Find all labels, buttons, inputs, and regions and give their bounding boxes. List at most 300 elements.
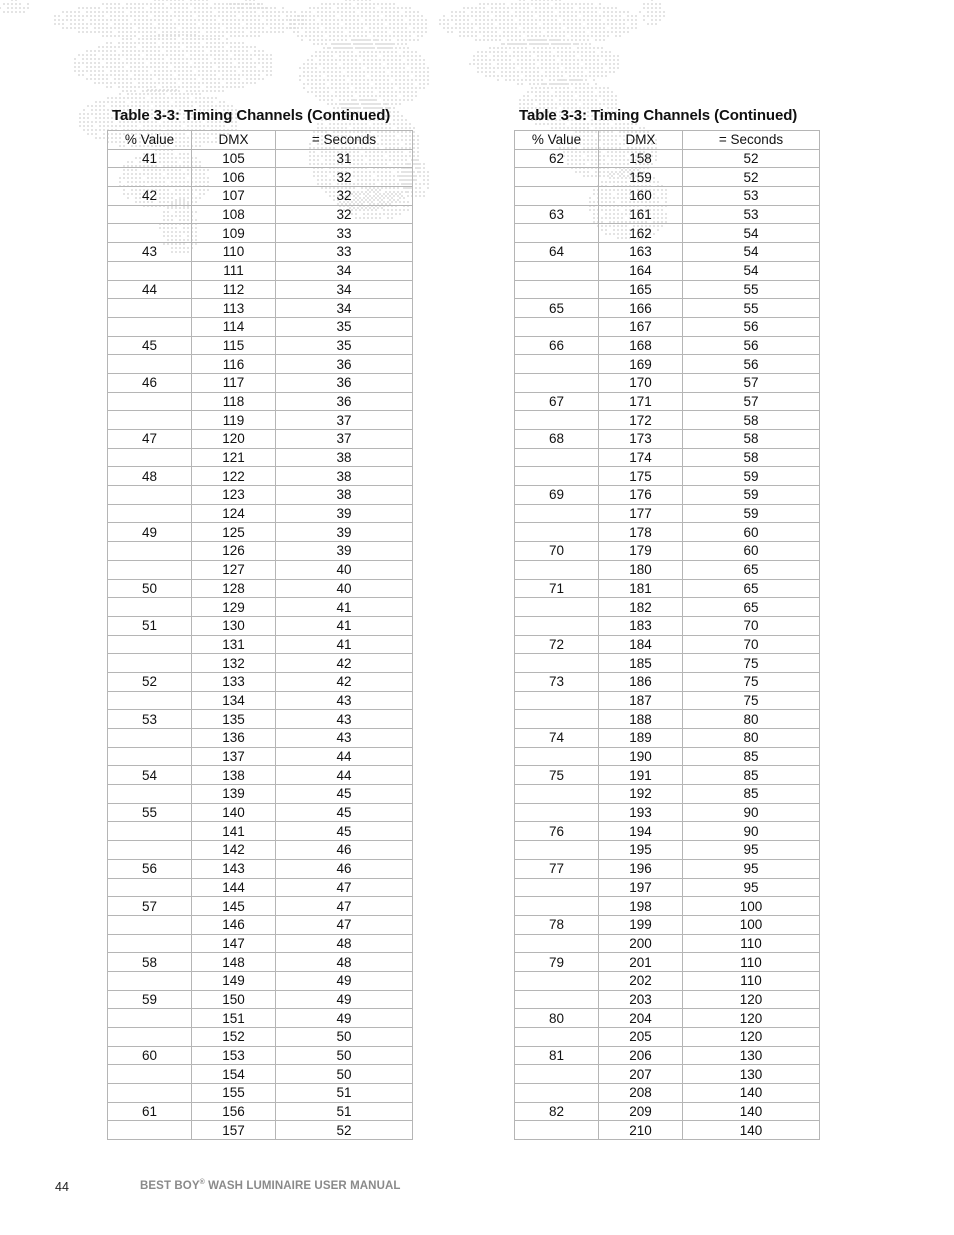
table-row [515, 523, 820, 542]
cell-seconds: 43 [276, 729, 413, 748]
cell-percent-value [108, 822, 192, 841]
cell-percent-value [108, 1009, 192, 1028]
cell-dmx: 120 [192, 430, 276, 449]
table-row [515, 486, 820, 505]
cell-dmx: 107 [192, 187, 276, 206]
table-title: Table 3-3: Timing Channels (Continued) [519, 107, 798, 124]
table-row [108, 504, 413, 523]
table-row [108, 168, 413, 187]
cell-seconds: 43 [276, 710, 413, 729]
cell-seconds: 75 [683, 672, 820, 691]
cell-dmx: 116 [192, 355, 276, 374]
table-row [515, 859, 820, 878]
cell-percent-value: 78 [515, 915, 599, 934]
cell-seconds: 31 [276, 149, 413, 168]
cell-dmx: 210 [599, 1121, 683, 1140]
cell-percent-value: 54 [108, 766, 192, 785]
cell-seconds: 56 [683, 317, 820, 336]
table-row [108, 1009, 413, 1028]
cell-percent-value [108, 1084, 192, 1103]
table-row [108, 336, 413, 355]
cell-seconds: 33 [276, 243, 413, 262]
cell-dmx: 168 [599, 336, 683, 355]
cell-percent-value [108, 747, 192, 766]
table-row [515, 224, 820, 243]
cell-seconds: 54 [683, 261, 820, 280]
cell-dmx: 136 [192, 729, 276, 748]
cell-percent-value: 60 [108, 1046, 192, 1065]
cell-seconds: 85 [683, 785, 820, 804]
cell-percent-value [515, 1065, 599, 1084]
cell-percent-value: 45 [108, 336, 192, 355]
table-row [108, 542, 413, 561]
table-row [108, 803, 413, 822]
cell-percent-value [515, 803, 599, 822]
cell-seconds: 140 [683, 1121, 820, 1140]
cell-dmx: 123 [192, 486, 276, 505]
table-row [108, 355, 413, 374]
cell-dmx: 160 [599, 187, 683, 206]
table-row [108, 1102, 413, 1121]
table-row [515, 635, 820, 654]
cell-dmx: 131 [192, 635, 276, 654]
cell-seconds: 41 [276, 635, 413, 654]
table-row [108, 373, 413, 392]
cell-percent-value [515, 1084, 599, 1103]
cell-percent-value [515, 187, 599, 206]
cell-percent-value: 56 [108, 859, 192, 878]
cell-percent-value [108, 635, 192, 654]
table-row [515, 766, 820, 785]
cell-percent-value [515, 523, 599, 542]
cell-percent-value [108, 486, 192, 505]
cell-seconds: 49 [276, 971, 413, 990]
cell-seconds: 49 [276, 990, 413, 1009]
table-row [515, 598, 820, 617]
cell-percent-value [515, 654, 599, 673]
table-row [108, 224, 413, 243]
cell-seconds: 40 [276, 560, 413, 579]
cell-dmx: 134 [192, 691, 276, 710]
cell-percent-value [108, 560, 192, 579]
table-row [108, 953, 413, 972]
cell-percent-value [108, 654, 192, 673]
cell-seconds: 85 [683, 766, 820, 785]
cell-dmx: 125 [192, 523, 276, 542]
cell-percent-value [108, 1028, 192, 1047]
cell-seconds: 45 [276, 785, 413, 804]
cell-dmx: 147 [192, 934, 276, 953]
cell-percent-value: 70 [515, 542, 599, 561]
cell-dmx: 202 [599, 971, 683, 990]
table-header-row [515, 131, 820, 150]
cell-seconds: 38 [276, 467, 413, 486]
cell-dmx: 114 [192, 317, 276, 336]
cell-dmx: 205 [599, 1028, 683, 1047]
cell-dmx: 137 [192, 747, 276, 766]
cell-percent-value [515, 878, 599, 897]
cell-percent-value: 82 [515, 1102, 599, 1121]
cell-seconds: 56 [683, 336, 820, 355]
cell-percent-value [515, 598, 599, 617]
cell-seconds: 35 [276, 336, 413, 355]
table-row [108, 149, 413, 168]
cell-dmx: 183 [599, 616, 683, 635]
cell-dmx: 201 [599, 953, 683, 972]
cell-percent-value: 67 [515, 392, 599, 411]
cell-percent-value [515, 504, 599, 523]
registered-mark: ® [199, 1179, 205, 1186]
header-percent-value: % Value [515, 131, 599, 150]
cell-seconds: 110 [683, 953, 820, 972]
cell-dmx: 139 [192, 785, 276, 804]
cell-dmx: 162 [599, 224, 683, 243]
cell-seconds: 100 [683, 915, 820, 934]
table-row [108, 691, 413, 710]
cell-seconds: 37 [276, 430, 413, 449]
cell-percent-value: 52 [108, 672, 192, 691]
cell-dmx: 194 [599, 822, 683, 841]
cell-dmx: 198 [599, 897, 683, 916]
cell-seconds: 46 [276, 841, 413, 860]
cell-dmx: 166 [599, 299, 683, 318]
cell-seconds: 95 [683, 878, 820, 897]
table-row [108, 261, 413, 280]
cell-percent-value: 75 [515, 766, 599, 785]
cell-seconds: 130 [683, 1065, 820, 1084]
cell-seconds: 48 [276, 934, 413, 953]
table-row [108, 579, 413, 598]
table-row [108, 971, 413, 990]
table-row [515, 373, 820, 392]
table-row [515, 822, 820, 841]
table-row [515, 579, 820, 598]
cell-seconds: 60 [683, 523, 820, 542]
table-row [515, 971, 820, 990]
cell-dmx: 109 [192, 224, 276, 243]
cell-percent-value: 50 [108, 579, 192, 598]
cell-seconds: 75 [683, 654, 820, 673]
cell-seconds: 51 [276, 1102, 413, 1121]
cell-percent-value: 48 [108, 467, 192, 486]
cell-seconds: 55 [683, 299, 820, 318]
cell-dmx: 155 [192, 1084, 276, 1103]
cell-percent-value: 46 [108, 373, 192, 392]
cell-seconds: 120 [683, 990, 820, 1009]
cell-seconds: 57 [683, 392, 820, 411]
timing-table-left-block [107, 106, 413, 1140]
table-row [108, 205, 413, 224]
table-row [515, 897, 820, 916]
table-row [515, 1009, 820, 1028]
table-row [515, 878, 820, 897]
cell-percent-value [515, 990, 599, 1009]
cell-dmx: 190 [599, 747, 683, 766]
header-seconds: = Seconds [276, 131, 413, 150]
cell-seconds: 85 [683, 747, 820, 766]
table-row [515, 392, 820, 411]
cell-dmx: 118 [192, 392, 276, 411]
cell-dmx: 124 [192, 504, 276, 523]
cell-dmx: 197 [599, 878, 683, 897]
table-row [515, 187, 820, 206]
cell-dmx: 144 [192, 878, 276, 897]
cell-seconds: 44 [276, 766, 413, 785]
table-row [108, 822, 413, 841]
cell-dmx: 119 [192, 411, 276, 430]
cell-dmx: 193 [599, 803, 683, 822]
cell-dmx: 141 [192, 822, 276, 841]
table-row [515, 990, 820, 1009]
cell-seconds: 47 [276, 897, 413, 916]
cell-seconds: 120 [683, 1028, 820, 1047]
table-row [108, 878, 413, 897]
cell-percent-value: 49 [108, 523, 192, 542]
cell-seconds: 38 [276, 486, 413, 505]
manual-title-rest: WASH LUMINAIRE USER MANUAL [204, 1179, 401, 1192]
cell-percent-value: 71 [515, 579, 599, 598]
cell-seconds: 46 [276, 859, 413, 878]
cell-seconds: 58 [683, 430, 820, 449]
table-row [515, 430, 820, 449]
cell-seconds: 59 [683, 467, 820, 486]
table-row [108, 411, 413, 430]
table-row [108, 785, 413, 804]
table-row [108, 616, 413, 635]
cell-seconds: 50 [276, 1065, 413, 1084]
cell-dmx: 200 [599, 934, 683, 953]
cell-percent-value: 47 [108, 430, 192, 449]
header-percent-value: % Value [108, 131, 192, 150]
cell-seconds: 58 [683, 411, 820, 430]
cell-dmx: 172 [599, 411, 683, 430]
cell-percent-value: 73 [515, 672, 599, 691]
table-row [515, 299, 820, 318]
table-row [515, 317, 820, 336]
cell-percent-value: 43 [108, 243, 192, 262]
cell-seconds: 39 [276, 504, 413, 523]
cell-percent-value [515, 448, 599, 467]
cell-seconds: 65 [683, 579, 820, 598]
cell-dmx: 117 [192, 373, 276, 392]
cell-seconds: 80 [683, 729, 820, 748]
cell-percent-value [515, 261, 599, 280]
cell-percent-value [515, 224, 599, 243]
table-body [515, 149, 820, 1139]
cell-percent-value: 63 [515, 205, 599, 224]
cell-seconds: 36 [276, 355, 413, 374]
cell-seconds: 41 [276, 616, 413, 635]
cell-percent-value: 66 [515, 336, 599, 355]
cell-seconds: 43 [276, 691, 413, 710]
table-row [515, 411, 820, 430]
table-row [108, 187, 413, 206]
cell-dmx: 195 [599, 841, 683, 860]
cell-percent-value [108, 598, 192, 617]
cell-dmx: 182 [599, 598, 683, 617]
cell-dmx: 185 [599, 654, 683, 673]
cell-seconds: 33 [276, 224, 413, 243]
cell-seconds: 45 [276, 822, 413, 841]
table-row [108, 299, 413, 318]
table-row [108, 598, 413, 617]
cell-dmx: 178 [599, 523, 683, 542]
cell-seconds: 130 [683, 1046, 820, 1065]
table-row [515, 1121, 820, 1140]
table-row [108, 1084, 413, 1103]
cell-seconds: 95 [683, 859, 820, 878]
table-body [108, 149, 413, 1139]
cell-percent-value [515, 560, 599, 579]
cell-percent-value: 55 [108, 803, 192, 822]
cell-dmx: 207 [599, 1065, 683, 1084]
cell-dmx: 159 [599, 168, 683, 187]
cell-dmx: 175 [599, 467, 683, 486]
cell-percent-value: 51 [108, 616, 192, 635]
table-row [515, 1046, 820, 1065]
table-row [515, 243, 820, 262]
cell-seconds: 38 [276, 448, 413, 467]
table-row [515, 168, 820, 187]
cell-seconds: 52 [683, 149, 820, 168]
cell-percent-value: 65 [515, 299, 599, 318]
cell-percent-value [515, 747, 599, 766]
cell-dmx: 108 [192, 205, 276, 224]
cell-percent-value [108, 785, 192, 804]
table-row [515, 1065, 820, 1084]
cell-seconds: 32 [276, 205, 413, 224]
cell-seconds: 41 [276, 598, 413, 617]
cell-seconds: 47 [276, 878, 413, 897]
cell-dmx: 163 [599, 243, 683, 262]
header-dmx: DMX [192, 131, 276, 150]
cell-percent-value [515, 411, 599, 430]
cell-dmx: 113 [192, 299, 276, 318]
cell-dmx: 170 [599, 373, 683, 392]
cell-seconds: 34 [276, 261, 413, 280]
table-row [515, 785, 820, 804]
cell-percent-value [108, 411, 192, 430]
cell-percent-value [108, 841, 192, 860]
cell-seconds: 110 [683, 971, 820, 990]
cell-percent-value: 57 [108, 897, 192, 916]
table-row [108, 897, 413, 916]
cell-dmx: 126 [192, 542, 276, 561]
table-row [515, 205, 820, 224]
table-row [515, 467, 820, 486]
table-row [108, 1121, 413, 1140]
cell-percent-value: 44 [108, 280, 192, 299]
cell-dmx: 156 [192, 1102, 276, 1121]
table-row [515, 691, 820, 710]
cell-percent-value [108, 355, 192, 374]
table-row [108, 317, 413, 336]
cell-dmx: 128 [192, 579, 276, 598]
cell-percent-value: 76 [515, 822, 599, 841]
cell-dmx: 142 [192, 841, 276, 860]
table-row [108, 243, 413, 262]
cell-percent-value [515, 616, 599, 635]
table-row [108, 654, 413, 673]
cell-percent-value [108, 1065, 192, 1084]
header-dmx: DMX [599, 131, 683, 150]
cell-dmx: 121 [192, 448, 276, 467]
cell-dmx: 133 [192, 672, 276, 691]
cell-dmx: 187 [599, 691, 683, 710]
cell-dmx: 149 [192, 971, 276, 990]
table-row [515, 841, 820, 860]
cell-dmx: 208 [599, 1084, 683, 1103]
table-row [108, 392, 413, 411]
cell-dmx: 146 [192, 915, 276, 934]
cell-dmx: 199 [599, 915, 683, 934]
cell-seconds: 95 [683, 841, 820, 860]
cell-dmx: 151 [192, 1009, 276, 1028]
cell-seconds: 50 [276, 1028, 413, 1047]
cell-percent-value: 53 [108, 710, 192, 729]
cell-percent-value: 77 [515, 859, 599, 878]
cell-dmx: 184 [599, 635, 683, 654]
cell-seconds: 32 [276, 187, 413, 206]
cell-seconds: 57 [683, 373, 820, 392]
cell-dmx: 140 [192, 803, 276, 822]
cell-seconds: 53 [683, 205, 820, 224]
cell-dmx: 158 [599, 149, 683, 168]
cell-seconds: 44 [276, 747, 413, 766]
cell-dmx: 165 [599, 280, 683, 299]
cell-dmx: 143 [192, 859, 276, 878]
cell-percent-value: 64 [515, 243, 599, 262]
cell-dmx: 112 [192, 280, 276, 299]
cell-dmx: 164 [599, 261, 683, 280]
cell-dmx: 174 [599, 448, 683, 467]
table-row [515, 355, 820, 374]
cell-dmx: 148 [192, 953, 276, 972]
table-row [108, 934, 413, 953]
cell-percent-value: 74 [515, 729, 599, 748]
cell-dmx: 106 [192, 168, 276, 187]
timing-table-right [514, 130, 820, 1140]
cell-percent-value [108, 691, 192, 710]
table-row [108, 672, 413, 691]
cell-seconds: 51 [276, 1084, 413, 1103]
cell-percent-value: 72 [515, 635, 599, 654]
table-row [108, 747, 413, 766]
cell-seconds: 59 [683, 504, 820, 523]
cell-dmx: 167 [599, 317, 683, 336]
table-row [515, 280, 820, 299]
cell-dmx: 186 [599, 672, 683, 691]
cell-dmx: 153 [192, 1046, 276, 1065]
cell-percent-value [515, 971, 599, 990]
cell-dmx: 135 [192, 710, 276, 729]
cell-dmx: 115 [192, 336, 276, 355]
cell-seconds: 34 [276, 280, 413, 299]
cell-seconds: 90 [683, 803, 820, 822]
cell-percent-value [515, 280, 599, 299]
table-row [108, 467, 413, 486]
table-row [108, 1046, 413, 1065]
cell-percent-value [515, 897, 599, 916]
manual-title [140, 1179, 401, 1192]
cell-seconds: 42 [276, 672, 413, 691]
cell-dmx: 169 [599, 355, 683, 374]
cell-seconds: 40 [276, 579, 413, 598]
header-seconds: = Seconds [683, 131, 820, 150]
table-row [515, 616, 820, 635]
cell-dmx: 203 [599, 990, 683, 1009]
cell-percent-value [515, 168, 599, 187]
